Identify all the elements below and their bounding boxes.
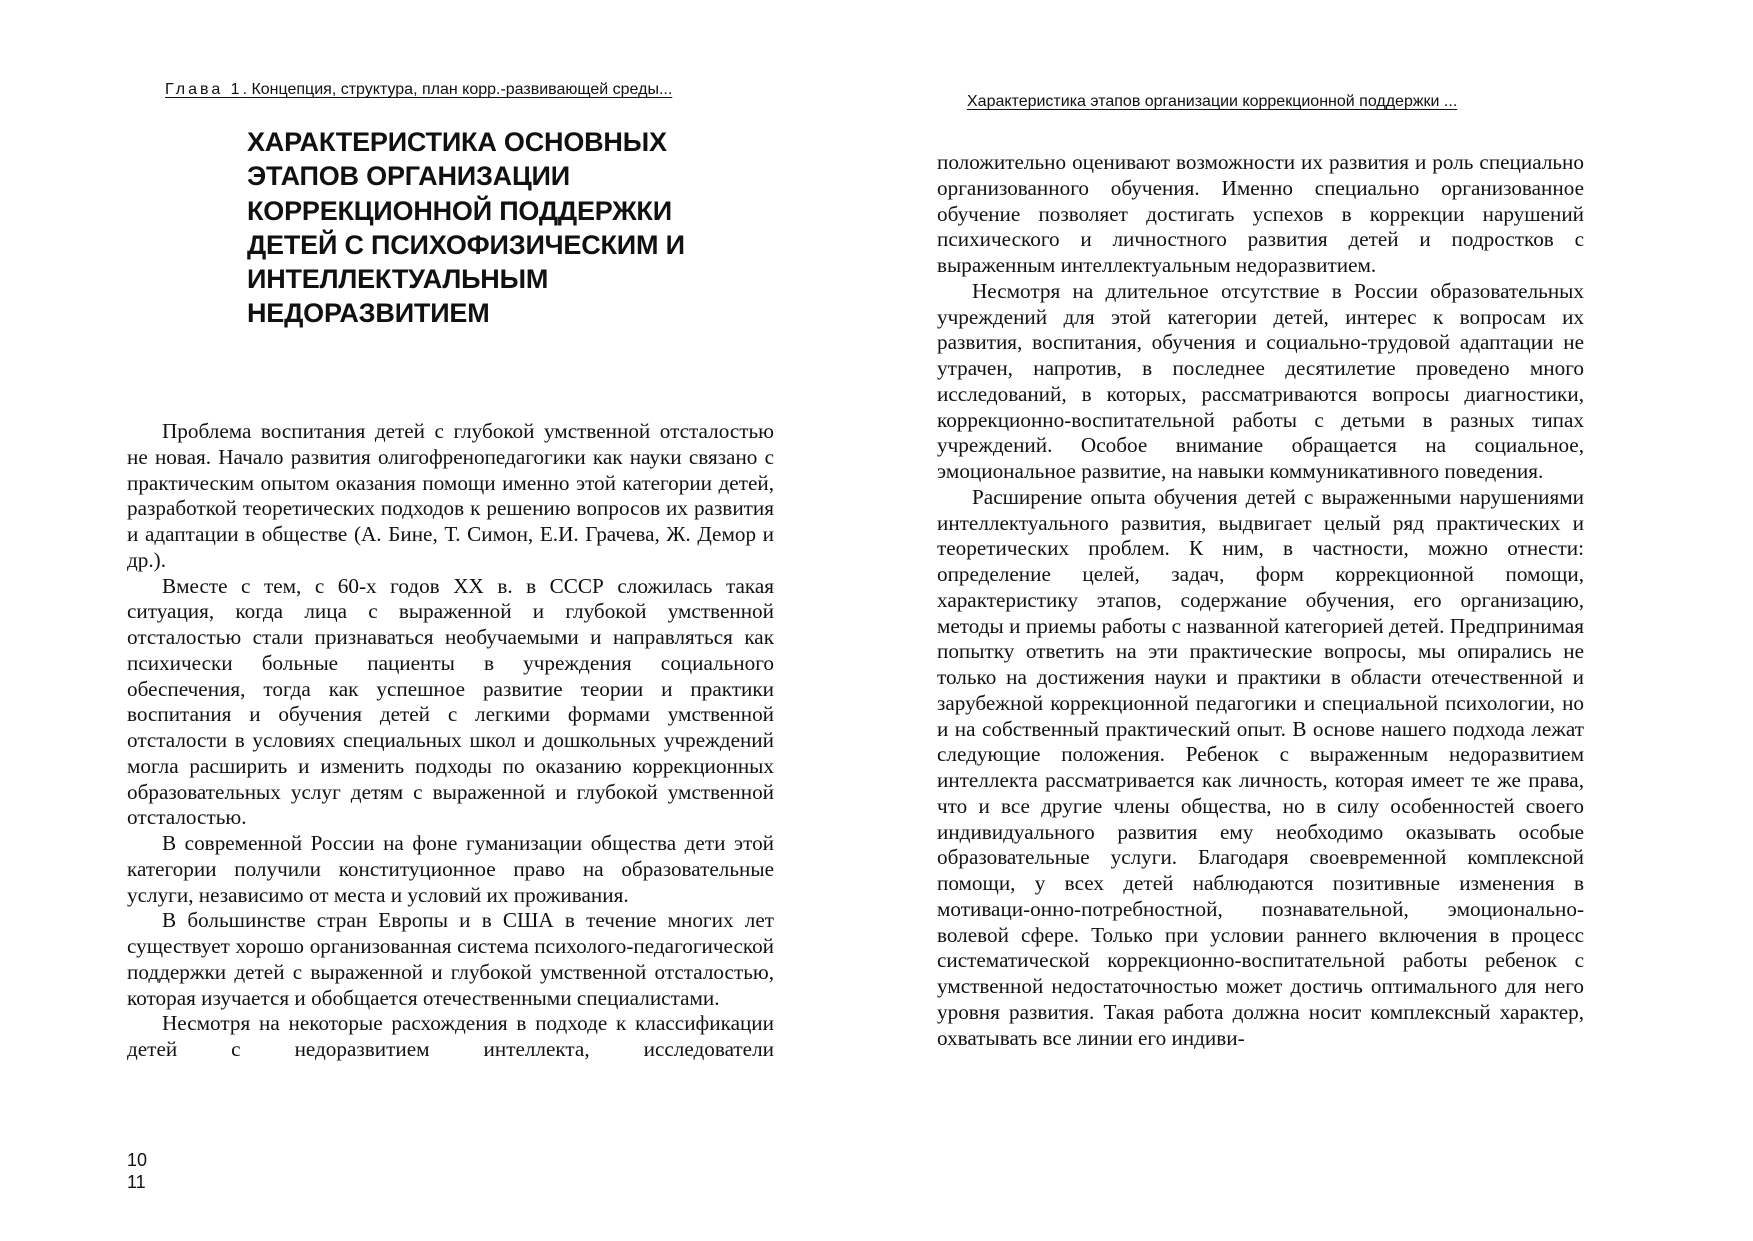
paragraph: Расширение опыта обучения детей с выраженными нарушениями интеллектуального развития, выдвигает целый ряд практических и теоретических проблем. К ним, в частности, можно отнести: определение целей, задач, форм коррекционной помощи, характеристику этапов, содержание обучения, его организацию, методы и приемы работы с названной категорией детей. Предпринимая попытку ответить на эти практические вопросы, мы опирались не только на достижения науки и практики в области отечественной и зарубежной коррекционной педагогики и специальной психологии, но и на собственный практический опыт. В основе нашего подхода лежат следующие положения. Ребенок с выраженным недоразвитием интеллекта рассматривается как личность, которая имеет те же права, что и все другие члены общества, но в силу особенностей своего индивидуального развития ему необходимо оказывать особые образовательные услуги. Благодаря своевременной комплексной помощи, у всех детей наблюдаются позитивные изменения в мотиваци-онно-потребностной, познавательной, эмоционально-волевой сфере. Только при условии раннего включения в процесс систематической коррекционно-воспитательной работы ребенок с умственной недостаточностью может достичь оптимального для него уровня развития. Такая работа должна носит комплексный характер, охватывать все линии его индиви- [937,484,1584,1050]
paragraph: Несмотря на некоторые расхождения в подходе к классификации детей с недоразвитием интеллекта, исследователи [127,1011,774,1061]
left-page-body [127,419,774,1063]
paragraph: В большинстве стран Европы и в США в течение многих лет существует хорошо организованная система психолого-педагогической поддержки детей с выраженной и глубокой умственной отсталостью, которая изучается и обобщается отечественными специалистами. [127,908,774,1010]
page-number-left: 10 [127,1150,148,1170]
paragraph-continuation: положительно оценивают возможности их развития и роль специально организованного обучения. Именно специально организованное обучение позволяет достигать успехов в коррекции нарушений психического и личностного развития детей и подростков с выраженным интеллектуальным недоразвитием. [937,150,1584,277]
left-running-head [165,81,672,99]
section-title: ХАРАКТЕРИСТИКА ОСНОВНЫХ ЭТАПОВ ОРГАНИЗАЦИИ КОРРЕКЦИОННОЙ ПОДДЕРЖКИ ДЕТЕЙ С ПСИХОФИЗИЧЕСКИМ И ИНТЕЛЛЕКТУАЛЬНЫМ НЕДОРАЗВИТИЕМ [247,127,685,329]
paragraph: Несмотря на длительное отсутствие в России образовательных учреждений для этой категории детей, интерес к вопросам их развития, воспитания, обучения и социально-трудовой адаптации не утрачен, напротив, в последнее десятилетие проведено много исследований, в которых, рассматриваются вопросы диагностики, коррекционно-воспитательной работы с детьми в разных типах учреждений. Особое внимание обращается на социальное, эмоциональное развитие, на навыки коммуникативного поведения. [937,278,1584,483]
paragraph: Проблема воспитания детей с глубокой умственной отсталостью не новая. Начало развития олигофренопедагогики как науки связано с практическим опытом оказания помощи именно этой категории детей, разработкой теоретических подходов к решению вопросов их развития и адаптации в обществе (А. Бине, Т. Симон, Е.И. Грачева, Ж. Демор и др.). [127,419,774,572]
right-running-head: Характеристика этапов организации коррекционной поддержки ... [967,93,1458,110]
paragraph: Вместе с тем, с 60-х годов XX в. в СССР сложилась такая ситуация, когда лица с выраженной и глубокой умственной отсталостью стали признаваться необучаемыми и направляться как психически больные пациенты в учреждения социального обеспечения, тогда как успешное развитие теории и практики воспитания и обучения детей с легкими формами умственной отсталости в условиях специальных школ и дошкольных учреждений могла расширить и изменить подходы по оказанию коррекционных образовательных услуг детям с выраженной и глубокой умственной отсталостью. [127,573,774,830]
left-running-head-text: . Концепция, структура, план корр.-развивающей среды... [242,81,673,98]
paragraph: В современной России на фоне гуманизации общества дети этой категории получили конституционное право на образовательные услуги, независимо от места и условий их проживания. [127,831,774,907]
page-number-right: 11 [127,1172,146,1192]
right-page-body [937,150,1584,1051]
chapter-label: Глава 1 [165,81,243,98]
